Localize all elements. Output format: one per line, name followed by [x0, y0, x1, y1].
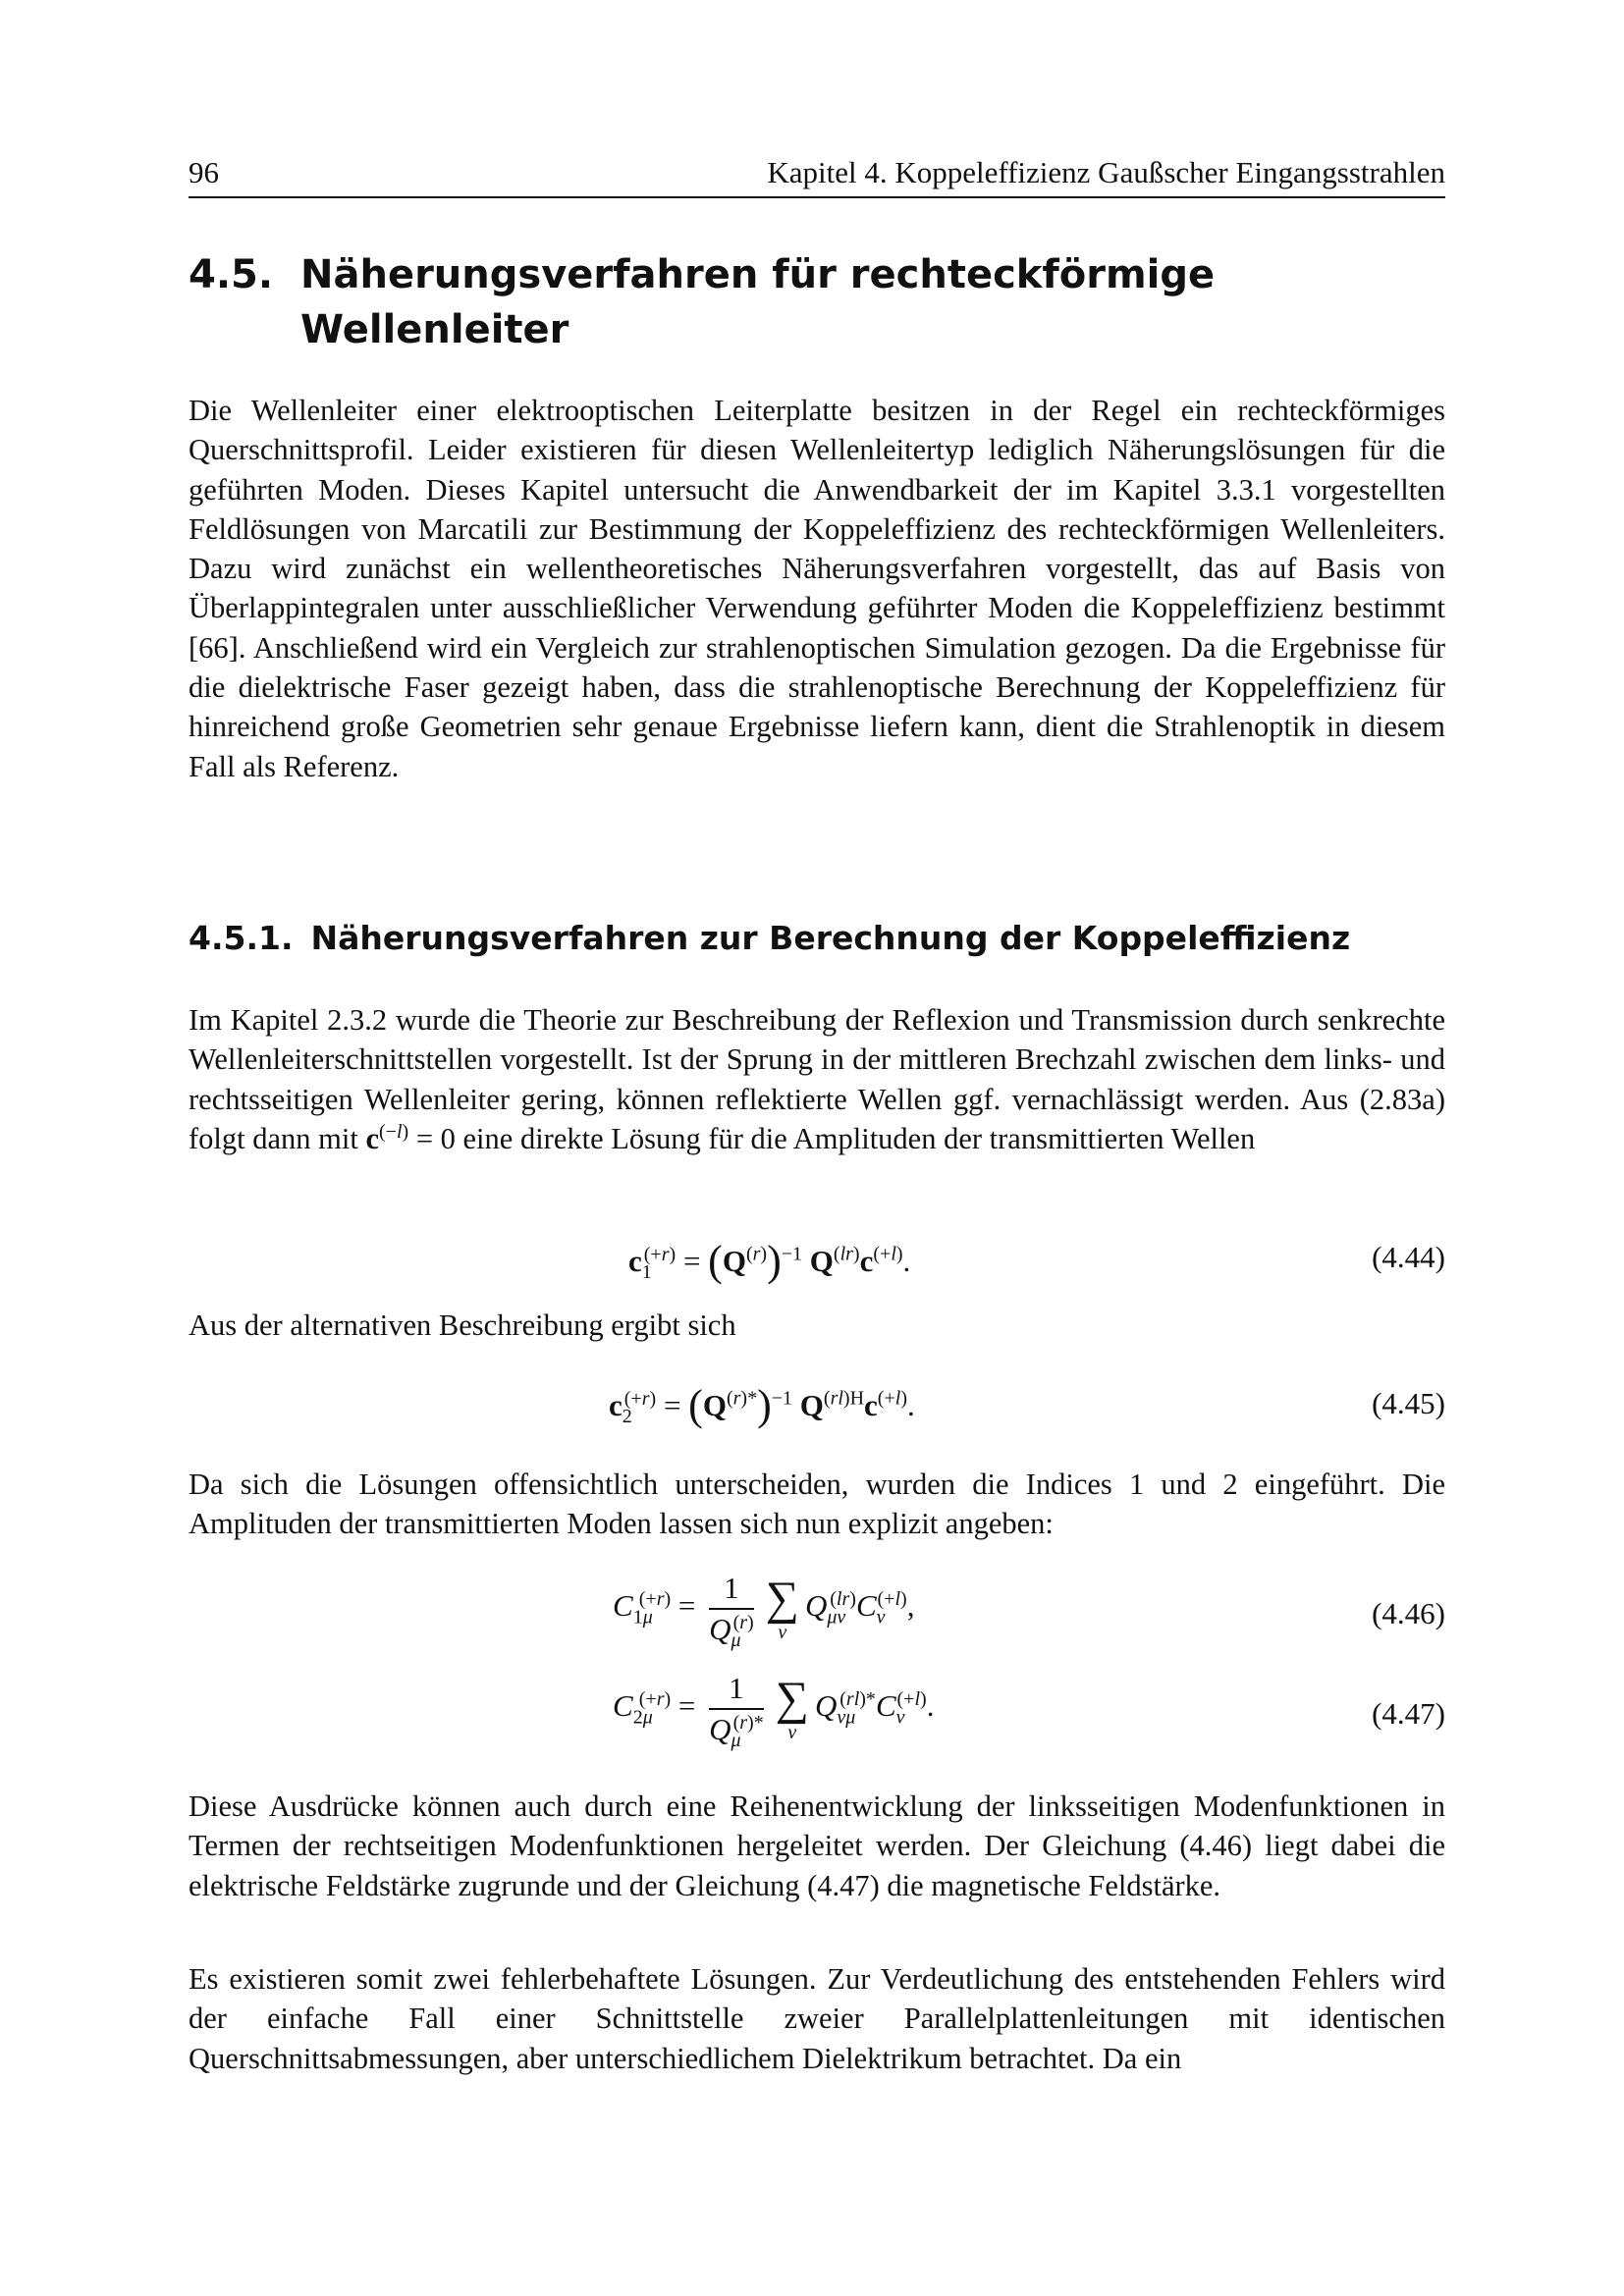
equation-number-4-47: (4.47) [1372, 1696, 1445, 1731]
equation-number-4-46: (4.46) [1372, 1596, 1445, 1630]
subsection-heading [189, 916, 1350, 961]
intro-paragraph: Die Wellenleiter einer elektrooptischen Leiterplatte besitzen in der Regel ein rechteckförmiges Querschnittsprofil. Leider existieren für diesen Wellenleitertyp lediglich Näherungslösungen für die geführten Moden. Dieses Kapitel untersucht die Anwendbarkeit der im Kapitel 3.3.1 vorgestellten Feldlösungen von Marcatili zur Bestimmung der Koppeleffizienz des rechteckförmigen Wellenleiters. Dazu wird zunächst ein wellentheoretisches Näherungsverfahren vorgestellt, das auf Basis von Überlappintegralen unter ausschließlicher Verwendung geführter Moden die Koppeleffizienz bestimmt [66]. Anschließend wird ein Vergleich zur strahlenoptischen Simulation gezogen. Da die Ergebnisse für die dielektrische Faser gezeigt haben, dass die strahlenoptische Berechnung der Koppeleffizienz für hinreichend große Geometrien sehr genaue Ergebnisse liefern kann, dient die Strahlenoptik in diesem Fall als Referenz. [189, 394, 1445, 783]
paragraph-theory-text-a: Im Kapitel 2.3.2 wurde die Theorie zur Beschreibung der Reflexion und Transmission durch senkrechte Wellenleiterschnittstellen vorgestellt. Ist der Sprung in der mittleren Brechzahl zwischen dem links- und rechtsseitigen Wellenleiter gering, können reflektierte Wellen ggf. vernachlässigt werden. Aus (2.83a) folgt dann mit [189, 1003, 1445, 1155]
equation-4-47 [189, 1671, 1445, 1769]
equation-number-4-44: (4.44) [1372, 1240, 1445, 1274]
section-title: Näherungsverfahren für rechteckförmige Wellenleiter [300, 252, 1216, 352]
equation-4-45-body: $c_2^{(+r)} = (Q^{(r)*})^{-1}$ $Q^{(rl)H}c^{(+l)}$. [609, 1381, 915, 1429]
paragraph-alternative: Aus der alternativen Beschreibung ergibt sich [189, 1308, 736, 1342]
equation-4-44 [189, 1232, 1445, 1291]
equation-4-44-body: $c_1^{(+r)} = (Q^{(r)})^{-1}$ $Q^{(lr)}c^{(+l)}$. [628, 1237, 911, 1285]
paragraph-theory [189, 1000, 1445, 1158]
equation-4-47-body: $C_{2\mu}^{(+r)}$ = $\frac{1}{Q_\mu^{(r)*}}$ ∑ ν $Q_{\nu\mu}^{(rl)*}C_\nu^{(+l)}$. [613, 1671, 935, 1752]
subsection-title: Näherungsverfahren zur Berechnung der Koppeleffizienz [310, 919, 1351, 957]
running-header [189, 155, 1445, 198]
inline-math-c-minus-l: $c^{(-l)} = 0$ [365, 1120, 456, 1155]
equation-4-46 [189, 1571, 1445, 1669]
equation-4-45 [189, 1374, 1445, 1443]
subsection-number: 4.5.1. [189, 919, 294, 957]
paragraph-series-expansion: Diese Ausdrücke können auch durch eine Reihenentwicklung der linksseitigen Modenfunktionen in Termen der rechtseitigen Modenfunktionen hergeleitet werden. Der Gleichung (4.46) liegt dabei die elektrische Feldstärke zugrunde und der Gleichung (4.47) die magnetische Feldstärke. [189, 1789, 1445, 1902]
equation-number-4-45: (4.45) [1372, 1386, 1445, 1420]
paragraph-theory-text-b: eine direkte Lösung für die Amplituden der transmittierten Wellen [455, 1121, 1256, 1155]
paragraph-error-solutions: Es existieren somit zwei fehlerbehaftete Lösungen. Zur Verdeutlichung des entstehenden Fehlers wird der einfache Fall einer Schnittstelle zweier Parallelplattenleitungen mit identischen Querschnittsabmessungen, aber unterschiedlichem Dielektrikum betrachtet. Da ein [189, 1962, 1445, 2075]
paragraph-indices: Da sich die Lösungen offensichtlich unterscheiden, wurden die Indices 1 und 2 eingeführt. Die Amplituden der transmittierten Moden lassen sich nun explizit angeben: [189, 1468, 1445, 1541]
section-number: 4.5. [189, 252, 274, 297]
equation-4-46-body: $C_{1\mu}^{(+r)}$ = $\frac{1}{Q_\mu^{(r)}}$ ∑ ν $Q_{\mu\nu}^{(lr)}C_\nu^{(+l)}$, [613, 1571, 915, 1652]
chapter-title: Kapitel 4. Koppeleffizienz Gaußscher Eingangsstrahlen [767, 155, 1445, 189]
page-number: 96 [189, 155, 219, 189]
